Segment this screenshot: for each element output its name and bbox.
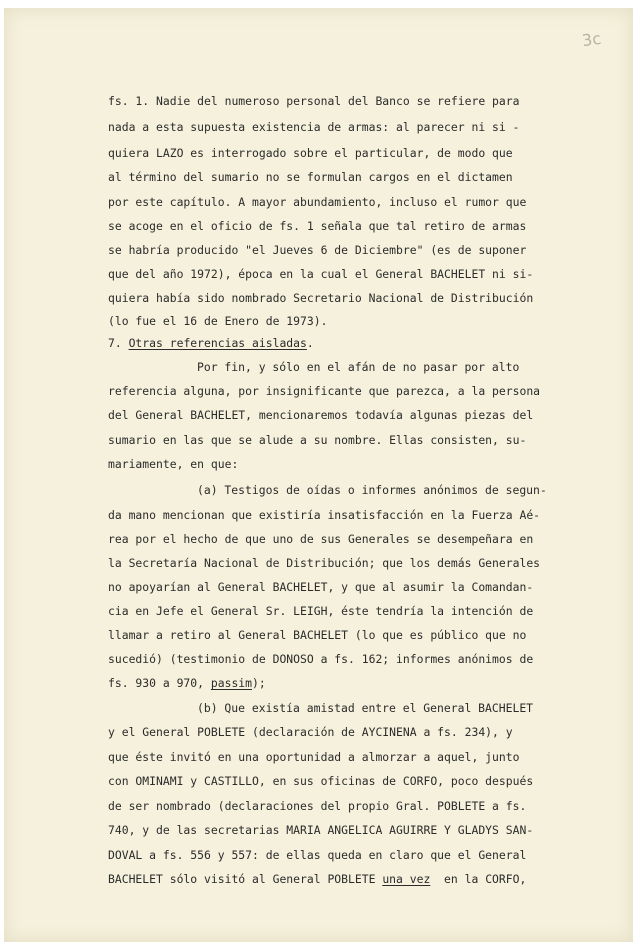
text-line	[108, 219, 526, 233]
text-run: referencia alguna, por insignificante que parezca, a la persona	[108, 384, 541, 398]
text-line	[108, 314, 327, 328]
text-run: la Secretaría Nacional de Distribución; que los demás Generales	[108, 556, 541, 570]
text-run: mariamente, en que:	[108, 457, 239, 471]
text-line	[108, 556, 540, 570]
text-run: y el General POBLETE (declaración de AYCINENA a fs. 234), y	[108, 725, 513, 739]
text-run: que éste invitó en una oportunidad a almorzar a aquel, junto	[108, 750, 520, 764]
section-number: 7.	[108, 336, 129, 350]
text-line	[108, 774, 533, 788]
text-line	[108, 120, 519, 134]
text-run: sucedió) (testimonio de DONOSO a fs. 162; informes anónimos de	[108, 652, 534, 666]
text-run: con OMINAMI y CASTILLO, en sus oficinas de CORFO, poco después	[108, 774, 534, 788]
text-run: quiera LAZO es interrogado sobre el particular, de modo que	[108, 146, 513, 160]
text-line	[197, 483, 547, 497]
text-line	[108, 267, 533, 281]
text-line	[108, 725, 513, 739]
text-line	[108, 628, 526, 642]
text-run: quiera había sido nombrado Secretario Nacional de Distribución	[108, 291, 534, 305]
text-run: del General BACHELET, mencionaremos todavía algunas piezas del	[108, 408, 534, 422]
text-line	[108, 799, 526, 813]
text-run: fs. 930 a 970,	[108, 676, 211, 690]
text-line	[108, 580, 533, 594]
text-run: en la CORFO,	[430, 872, 527, 886]
text-run: .	[306, 336, 314, 350]
page-number: 3c	[580, 28, 603, 51]
text-line	[108, 750, 519, 764]
text-run: al término del sumario no se formulan cargos en el dictamen	[108, 170, 513, 184]
text-run: por este capítulo. A mayor abundamiento, incluso el rumor que	[108, 195, 527, 209]
text-line	[197, 701, 533, 715]
text-run: da mano mencionan que existiría insatisfacción en la Fuerza Aé-	[108, 508, 541, 522]
text-run: BACHELET sólo visitó al General POBLETE	[108, 872, 383, 886]
text-run: 740, y de las secretarias MARIA ANGELICA AGUIRRE Y GLADYS SAN-	[108, 823, 534, 837]
text-line	[108, 170, 513, 184]
text-line	[108, 532, 533, 546]
text-line	[108, 94, 519, 108]
text-line	[108, 508, 540, 522]
text-line	[108, 384, 540, 398]
text-run: );	[252, 676, 266, 690]
text-line	[108, 848, 526, 862]
text-run: rea por el hecho de que uno de sus Generales se desempeñara en	[108, 532, 534, 546]
text-run: llamar a retiro al General BACHELET (lo que es público que no	[108, 628, 527, 642]
text-line	[108, 146, 513, 160]
section-heading	[108, 336, 314, 350]
text-line	[108, 872, 526, 886]
text-run: Por fin, y sólo en el afán de no pasar por alto	[197, 360, 520, 374]
text-line	[197, 360, 519, 374]
text-line	[108, 195, 526, 209]
text-line	[108, 433, 526, 447]
text-line	[108, 652, 533, 666]
text-line	[108, 291, 533, 305]
text-run: se habría producido "el Jueves 6 de Diciembre" (es de suponer	[108, 243, 527, 257]
text-line	[108, 604, 533, 618]
text-line	[108, 408, 533, 422]
section-title: Otras referencias aisladas	[128, 336, 307, 350]
text-run: (a) Testigos de oídas o informes anónimos de segun-	[197, 483, 547, 497]
underlined-word: passim	[210, 676, 253, 690]
text-run: (lo fue el 16 de Enero de 1973).	[108, 314, 328, 328]
text-line	[108, 823, 533, 837]
text-line	[108, 243, 526, 257]
text-run: se acoge en el oficio de fs. 1 señala que tal retiro de armas	[108, 219, 527, 233]
text-line	[108, 676, 266, 690]
text-run: fs. 1. Nadie del numeroso personal del Banco se refiere para	[108, 94, 520, 108]
text-run: de ser nombrado (declaraciones del propio Gral. POBLETE a fs.	[108, 799, 527, 813]
text-run: que del año 1972), época en la cual el General BACHELET ni si-	[108, 267, 534, 281]
text-run: sumario en las que se alude a su nombre. Ellas consisten, su-	[108, 433, 527, 447]
underlined-word: una vez	[382, 872, 431, 886]
text-run: nada a esta supuesta existencia de armas: al parecer ni si -	[108, 120, 520, 134]
text-run: DOVAL a fs. 556 y 557: de ellas queda en claro que el General	[108, 848, 527, 862]
text-run: (b) Que existía amistad entre el General BACHELET	[197, 701, 534, 715]
text-run: no apoyarían al General BACHELET, y que al asumir la Comandan-	[108, 580, 534, 594]
text-line	[108, 457, 238, 471]
text-run: cia en Jefe el General Sr. LEIGH, éste tendría la intención de	[108, 604, 534, 618]
